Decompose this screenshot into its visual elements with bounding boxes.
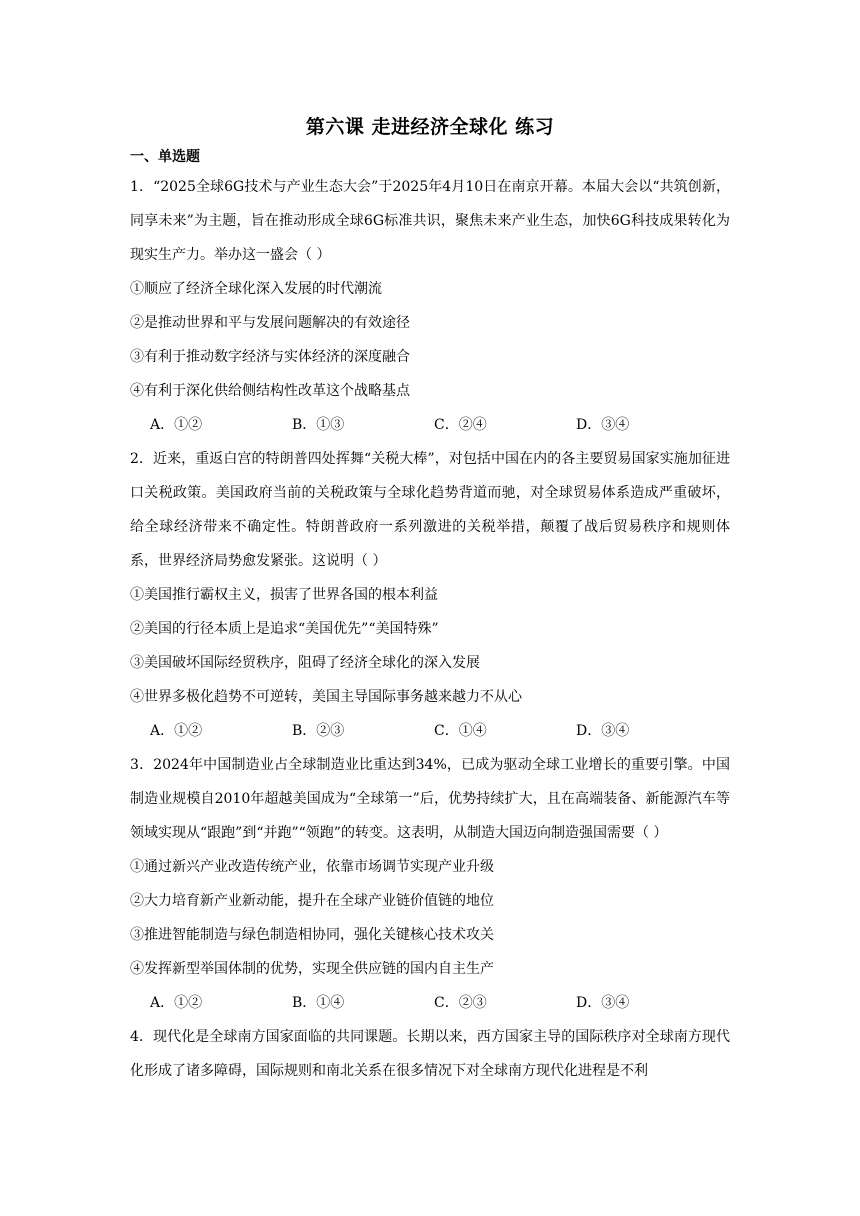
choice-c: C．②③ <box>434 995 487 1011</box>
document-title: 第六课 走进经济全球化 练习 <box>305 116 555 138</box>
choice-c: C．②④ <box>434 417 487 433</box>
document-page <box>130 112 730 1088</box>
answer-choices <box>130 986 730 1020</box>
statement-option: ①通过新兴产业改造传统产业，依靠市场调节实现产业升级 <box>130 859 494 875</box>
choice-d: D．③④ <box>576 417 630 433</box>
question-1 <box>130 170 730 442</box>
statement-option: ④有利于深化供给侧结构性改革这个战略基点 <box>130 383 410 399</box>
section-heading: 一、单选题 <box>130 149 200 165</box>
statement-option: ②是推动世界和平与发展问题解决的有效途径 <box>130 315 410 331</box>
choice-a: A．①② <box>150 417 203 433</box>
question-stem: 2．近来，重返白宫的特朗普四处挥舞“关税大棒”，对包括中国在内的各主要贸易国家实施加征进口关税政策。美国政府当前的关税政策与全球化趋势背道而驰，对全球贸易体系造成严重破坏，给全球经济带来不确定性。特朗普政府一系列激进的关税举措，颠覆了战后贸易秩序和规则体系，世界经济局势愈发紧张。这说明（ ） <box>130 451 730 569</box>
choice-b: B．②③ <box>292 723 345 739</box>
choice-d: D．③④ <box>576 723 630 739</box>
question-stem: 4．现代化是全球南方国家面临的共同课题。长期以来，西方国家主导的国际秩序对全球南方现代化形成了诸多障碍，国际规则和南北关系在很多情况下对全球南方现代化进程是不利 <box>130 1029 730 1079</box>
statement-option: ①顺应了经济全球化深入发展的时代潮流 <box>130 281 382 297</box>
answer-choices <box>130 714 730 748</box>
choice-b: B．①③ <box>292 417 345 433</box>
question-4 <box>130 1020 730 1088</box>
statement-option: ④世界多极化趋势不可逆转，美国主导国际事务越来越力不从心 <box>130 689 522 705</box>
choice-a: A．①② <box>150 995 203 1011</box>
question-stem: 1．“2025全球6G技术与产业生态大会”于2025年4月10日在南京开幕。本届大会以“共筑创新，同享未来”为主题，旨在推动形成全球6G标准共识，聚焦未来产业生态，加快6G科技成果转化为现实生产力。举办这一盛会（ ） <box>130 179 730 263</box>
statement-option: ①美国推行霸权主义，损害了世界各国的根本利益 <box>130 587 438 603</box>
choice-d: D．③④ <box>576 995 630 1011</box>
question-2 <box>130 442 730 748</box>
choice-a: A．①② <box>150 723 203 739</box>
statement-option: ③美国破坏国际经贸秩序，阻碍了经济全球化的深入发展 <box>130 655 480 671</box>
statement-option: ②美国的行径本质上是追求“美国优先”“美国特殊” <box>130 621 439 637</box>
question-3 <box>130 748 730 1020</box>
statement-option: ④发挥新型举国体制的优势，实现全供应链的国内自主生产 <box>130 961 494 977</box>
statement-option: ③有利于推动数字经济与实体经济的深度融合 <box>130 349 410 365</box>
choice-c: C．①④ <box>434 723 487 739</box>
question-stem: 3．2024年中国制造业占全球制造业比重达到34%，已成为驱动全球工业增长的重要引擎。中国制造业规模自2010年超越美国成为“全球第一”后，优势持续扩大，且在高端装备、新能源汽车等领域实现从“跟跑”到“并跑”“领跑”的转变。这表明，从制造大国迈向制造强国需要（ ） <box>130 757 730 841</box>
choice-b: B．①④ <box>292 995 345 1011</box>
statement-option: ②大力培育新产业新动能，提升在全球产业链价值链的地位 <box>130 893 494 909</box>
answer-choices <box>130 408 730 442</box>
statement-option: ③推进智能制造与绿色制造相协同，强化关键核心技术攻关 <box>130 927 494 943</box>
